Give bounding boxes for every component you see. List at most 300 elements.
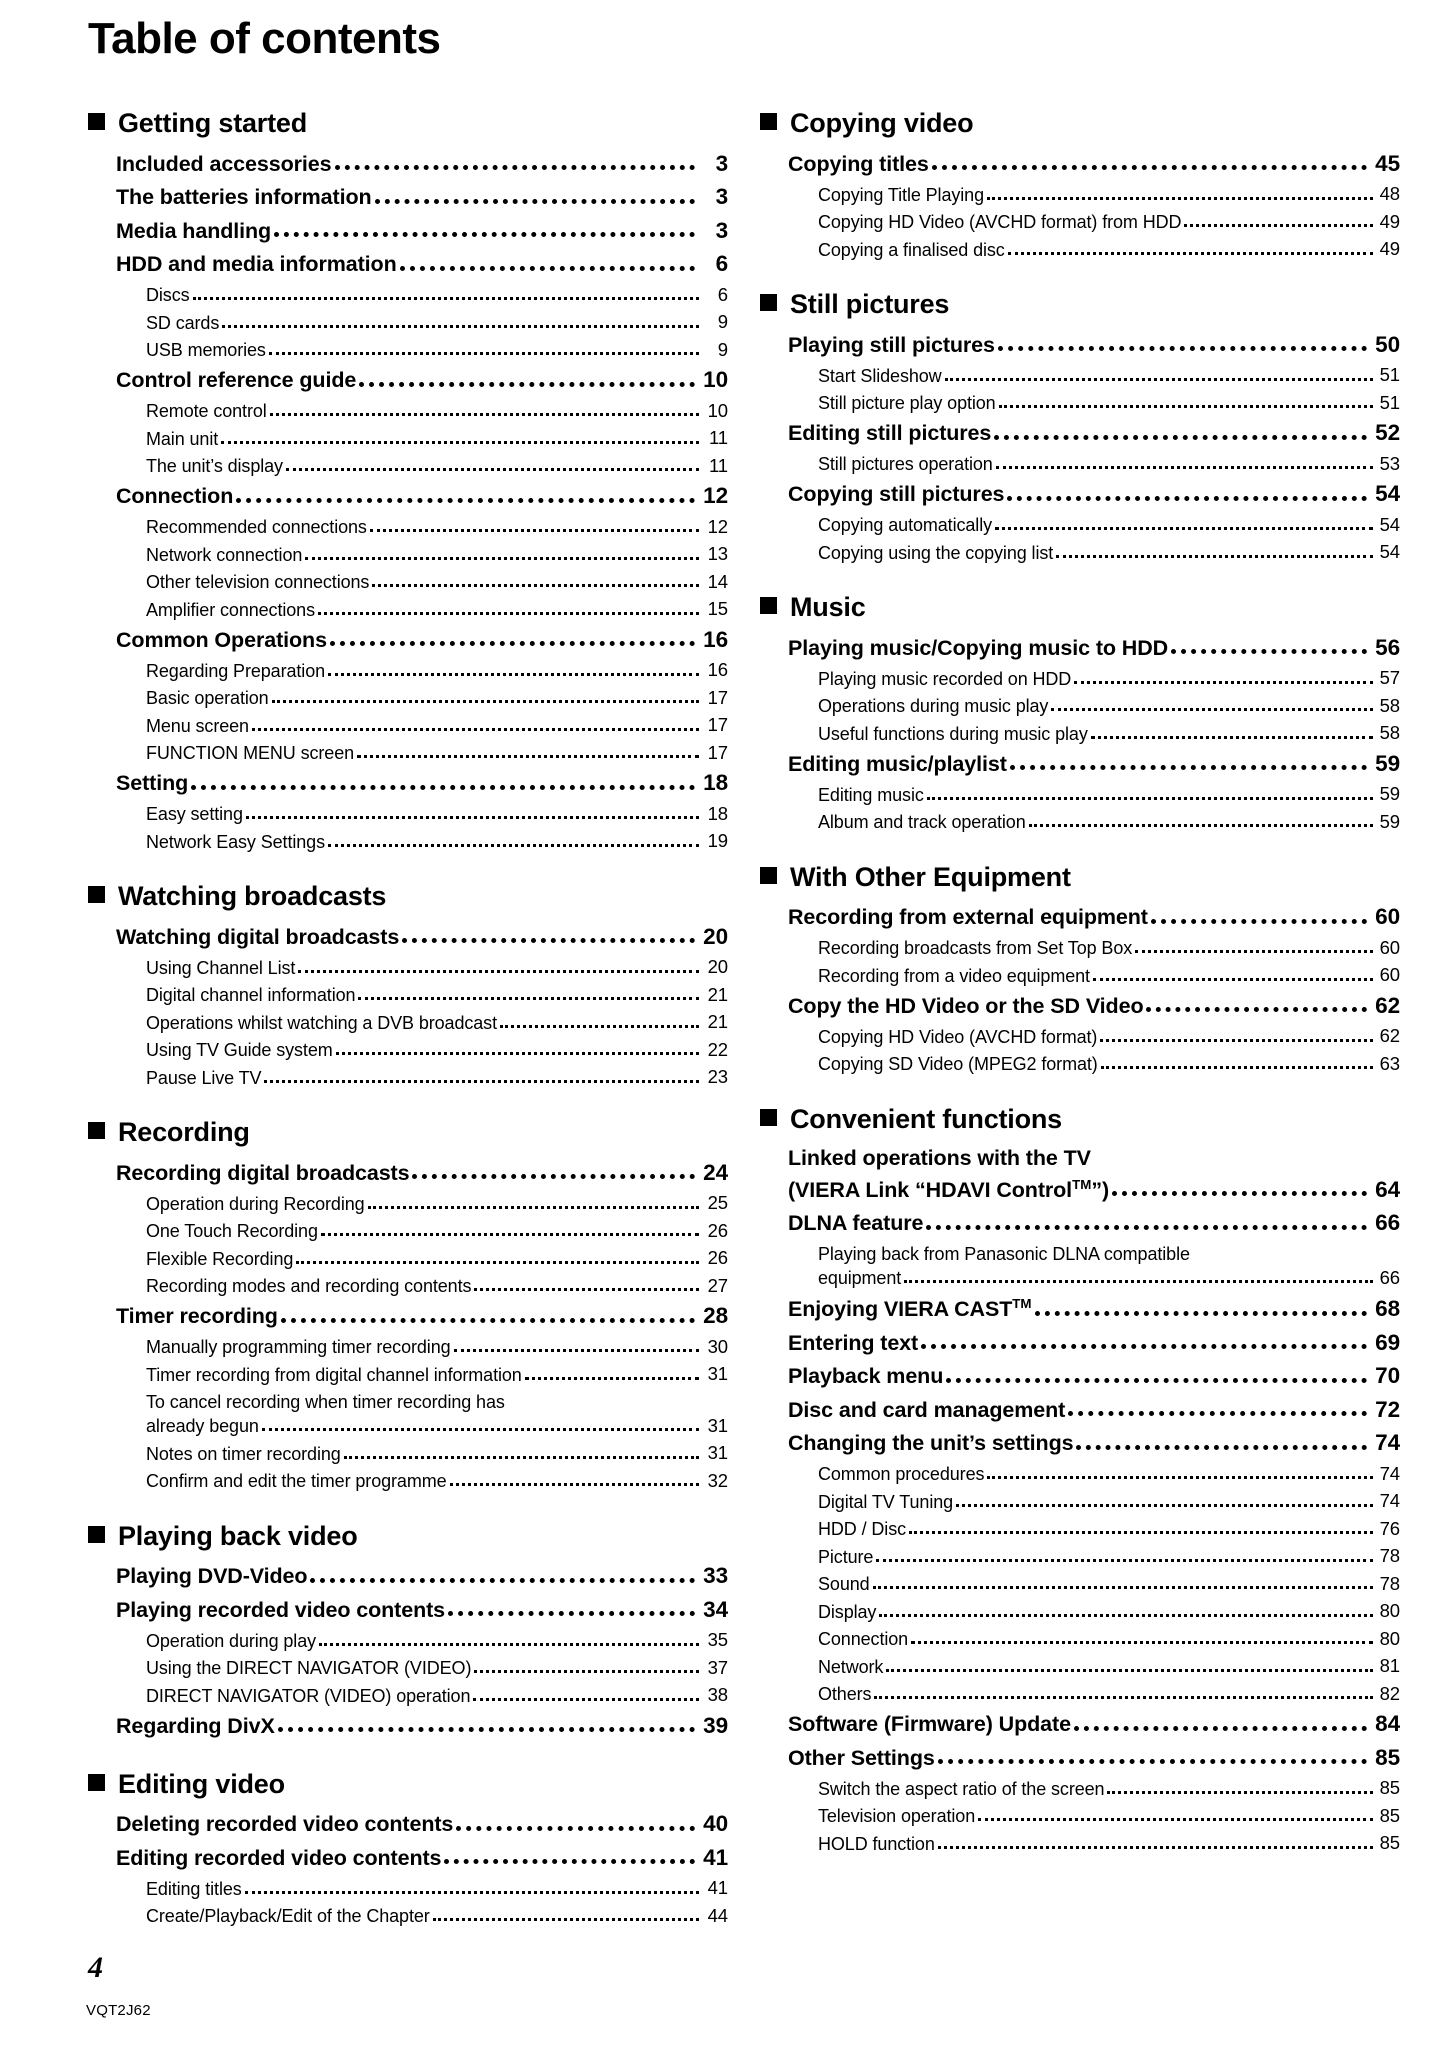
toc-entry-label: Main unit [146,428,219,449]
toc-entry-level2[interactable] [818,692,1400,720]
toc-entry-level1[interactable] [788,1360,1400,1394]
toc-entry-page-number: 20 [707,956,728,977]
toc-entry-level1[interactable] [788,147,1400,181]
toc-entry-level2[interactable] [146,1217,728,1245]
toc-entry-page-number: 3 [715,217,728,243]
toc-entry-level2[interactable] [818,1830,1400,1858]
toc-entry-page-number: 3 [715,184,728,209]
toc-entry-level1[interactable] [116,1156,728,1190]
toc-entry-level2[interactable] [146,1361,728,1389]
toc-entry-level1[interactable] [116,623,728,657]
toc-entry-page-number: 52 [1375,420,1400,445]
toc-entry-level2[interactable] [146,281,728,309]
dot-leader [359,377,695,387]
toc-entry-label: Common procedures [818,1464,985,1485]
toc-entry-page-number: 85 [1379,1804,1400,1826]
toc-entry-label: Copying titles [788,151,929,176]
dot-leader [310,1573,695,1583]
dot-leader [433,1915,699,1921]
toc-entry-page-number: 15 [707,598,728,619]
toc-entry-level2[interactable] [818,720,1400,748]
dot-leader [956,1501,1373,1507]
toc-entry-label: Notes on timer recording [146,1443,341,1464]
toc-entry-label: Operation during play [146,1630,317,1651]
toc-entry-level2[interactable] [146,1875,728,1903]
toc-entry-label: Control reference guide [116,368,357,392]
dot-leader [270,410,699,416]
toc-entry-label: Media handling [116,218,272,243]
toc-entry-label: Easy setting [146,804,243,824]
toc-entry-level2[interactable] [146,1627,728,1655]
toc-entry-page-number: 54 [1379,541,1400,562]
toc-entry-level2[interactable] [146,568,728,596]
toc-entry-page-number: 14 [707,570,728,592]
toc-entry-label: HDD / Disc [818,1519,906,1540]
dot-leader [305,554,699,560]
dot-leader [1076,1440,1367,1450]
dot-leader [269,349,699,355]
toc-entry-page-number: 32 [707,1469,728,1491]
toc-entry-level2[interactable] [818,1598,1400,1626]
toc-entry-level2[interactable] [146,954,728,982]
toc-entry-label: Regarding DivX [116,1713,275,1738]
dot-leader [1074,678,1373,684]
dot-leader [335,160,696,170]
dot-leader [454,1346,699,1352]
toc-entry-level1[interactable] [116,1593,728,1627]
toc-entry-page-number: 39 [703,1712,728,1738]
dot-leader [328,841,699,847]
toc-entry-label: Copying HD Video (AVCHD format) [818,1026,1098,1047]
toc-entry-page-number: 76 [1379,1517,1400,1539]
toc-entry-level1[interactable] [788,1143,1400,1207]
toc-entry-level2[interactable] [146,657,728,685]
toc-entry-level2[interactable] [146,1902,728,1930]
toc-entry-page-number: 59 [1375,750,1400,776]
toc-entry-level1[interactable] [788,1708,1400,1742]
dot-leader [375,194,695,204]
toc-entry-level2[interactable] [818,236,1400,264]
toc-entry-label: The batteries information [116,185,372,209]
dot-leader [1112,1186,1367,1196]
toc-entry-level2[interactable] [818,511,1400,539]
toc-entry-level2[interactable] [146,397,728,425]
toc-entry-page-number: 60 [1379,964,1400,985]
toc-entry-level1[interactable] [788,1207,1400,1241]
toc-entry-level2[interactable] [146,712,728,740]
toc-entry-page-number: 84 [1375,1711,1400,1737]
dot-leader [281,1313,695,1323]
toc-entry-label: Playing still pictures [788,332,995,357]
toc-entry-level2[interactable] [818,1570,1400,1598]
toc-entry-page-number: 37 [707,1656,728,1678]
toc-entry-level2[interactable] [146,1682,728,1710]
toc-section-heading[interactable] [88,108,728,139]
toc-entry-page-number: 62 [1375,992,1400,1018]
toc-entry-level2[interactable] [146,1467,728,1495]
dot-leader [879,1611,1373,1617]
toc-entry-level1[interactable] [788,901,1400,935]
toc-entry-label: Operations whilst watching a DVB broadcast [146,1012,497,1033]
toc-entry-level1[interactable] [116,1300,728,1334]
filled-square-bullet-icon [88,1526,105,1543]
dot-leader [296,1258,699,1264]
toc-entry-label: Still picture play option [818,393,996,413]
toc-entry-level2[interactable] [818,808,1400,836]
toc-entry-level2[interactable] [818,1023,1400,1051]
toc-entry-label: Basic operation [146,688,269,708]
toc-section-heading[interactable] [760,1104,1400,1135]
toc-entry-level2[interactable] [818,1680,1400,1708]
toc-entry-level1[interactable] [788,989,1400,1023]
toc-entry-level2[interactable] [818,1050,1400,1078]
toc-entry-level2[interactable] [818,1488,1400,1516]
toc-entry-level2[interactable] [146,1654,728,1682]
toc-entry-level2[interactable] [146,309,728,337]
toc-entry-page-number: 31 [707,1442,728,1463]
toc-entry-page-number: 38 [707,1684,728,1705]
toc-entry-page-number: 45 [1375,150,1400,176]
toc-section-heading[interactable] [88,881,728,912]
toc-entry-page-number: 33 [703,1563,728,1588]
dot-leader [358,994,699,1000]
toc-entry-page-number: 40 [703,1811,728,1836]
toc-entry-page-number: 82 [1379,1682,1400,1704]
toc-entry-page-number: 9 [717,338,728,360]
filled-square-bullet-icon [760,597,777,614]
toc-entry-label: Pause Live TV [146,1067,262,1088]
toc-entry-label: Digital channel information [146,985,356,1005]
toc-entry-level1[interactable] [116,248,728,282]
toc-entry-page-number: 44 [707,1904,728,1926]
toc-entry-page-number: 85 [1379,1777,1400,1799]
dot-leader [1146,1002,1367,1012]
toc-entry-level2[interactable] [146,513,728,541]
filled-square-bullet-icon [88,1122,105,1139]
toc-entry-level1[interactable] [116,181,728,215]
dot-leader [1056,552,1373,558]
toc-entry-level1[interactable] [116,147,728,181]
toc-entry-level2[interactable] [146,1009,728,1037]
dot-leader [272,697,699,703]
dot-leader [1007,491,1367,501]
toc-entry-page-number: 54 [1375,481,1400,506]
toc-entry-label: HDD and media information [116,252,397,276]
toc-entry-level2[interactable] [146,684,728,712]
dot-leader [191,780,695,790]
toc-entry-page-number: 34 [703,1596,728,1622]
toc-entry-level1[interactable] [788,417,1400,451]
toc-entry-page-number: 66 [1375,1210,1400,1236]
toc-entry-page-number: 68 [1375,1296,1400,1322]
toc-entry-label: Recording from a video equipment [818,965,1090,986]
toc-entry-level1[interactable] [116,1560,728,1594]
toc-entry-label: Playing music recorded on HDD [818,668,1072,689]
toc-entry-level2[interactable] [146,425,728,453]
dot-leader [412,1169,695,1179]
toc-entry-page-number: 11 [708,454,728,476]
toc-entry-label: Copying automatically [818,515,992,535]
toc-entry-level2[interactable] [146,1333,728,1361]
toc-entry-page-number: 35 [707,1629,728,1650]
toc-entry-level1[interactable] [116,480,728,514]
toc-entry-label: Playing DVD-Video [116,1564,308,1588]
dot-leader [298,967,699,973]
toc-entry-label: Sound [818,1574,870,1595]
filled-square-bullet-icon [760,294,777,311]
toc-entry-level2[interactable] [818,1625,1400,1653]
dot-leader [999,402,1373,408]
toc-entry-page-number: 56 [1375,634,1400,660]
dot-leader [473,1695,699,1701]
toc-entry-label: FUNCTION MENU screen [146,743,355,763]
toc-entry-page-number: 80 [1379,1627,1400,1649]
toc-entry-label: Enjoying VIERA CAST™ [788,1296,1032,1322]
dot-leader [1135,947,1373,953]
dot-leader [995,524,1373,530]
toc-entry-label: already begun [146,1416,259,1436]
toc-entry-label: Editing music/playlist [788,751,1007,776]
toc-entry-label: Watching digital broadcasts [116,924,400,949]
toc-entry-page-number: 53 [1379,452,1400,474]
dot-leader [876,1556,1373,1562]
dot-leader [1029,821,1373,827]
toc-section-heading[interactable] [88,1521,728,1552]
toc-entry-page-number: 41 [707,1877,728,1898]
dot-leader [252,725,699,731]
toc-entry-page-number: 51 [1379,364,1400,385]
toc-entry-level2[interactable] [146,1388,728,1440]
dot-leader [1008,249,1373,255]
toc-entry-level2[interactable] [146,981,728,1009]
toc-entry-level2[interactable] [818,962,1400,990]
dot-leader [1093,975,1373,981]
toc-entry-level2[interactable] [818,181,1400,209]
toc-section-heading-label: Watching broadcasts [118,881,387,911]
toc-section-heading-label: Getting started [118,108,308,138]
toc-columns [0,108,1445,1930]
toc-entry-level2[interactable] [818,934,1400,962]
toc-entry-level2[interactable] [146,1190,728,1218]
toc-entry-level1[interactable] [116,1808,728,1842]
dot-leader [1184,221,1373,227]
toc-entry-level2[interactable] [818,1240,1400,1292]
toc-entry-level1[interactable] [788,328,1400,362]
toc-section-heading-label: Music [790,592,866,622]
toc-entry-level1[interactable] [116,920,728,954]
toc-entry-label: Switch the aspect ratio of the screen [818,1778,1105,1799]
toc-entry-level1[interactable] [788,1741,1400,1775]
toc-entry-level2[interactable] [818,389,1400,417]
toc-entry-level2[interactable] [146,596,728,624]
toc-section-heading[interactable] [760,289,1400,320]
toc-entry-label: Copying using the copying list [818,542,1054,563]
toc-entry-level2[interactable] [818,362,1400,390]
toc-entry-line2 [146,1414,728,1436]
toc-section-heading[interactable] [88,1769,728,1800]
dot-leader [444,1854,695,1864]
toc-entry-label: Create/Playback/Edit of the Chapter [146,1906,430,1926]
toc-entry-level2[interactable] [818,450,1400,478]
toc-entry-page-number: 19 [707,830,728,851]
toc-entry-level2[interactable] [818,1460,1400,1488]
toc-entry-page-number: 24 [703,1159,728,1185]
dot-leader [274,227,695,237]
toc-entry-level1[interactable] [788,631,1400,665]
toc-entry-label: DIRECT NAVIGATOR (VIDEO) operation [146,1685,471,1706]
toc-left-column [88,108,728,1930]
toc-entry-page-number: 49 [1379,210,1400,232]
toc-entry-page-number: 30 [707,1335,728,1357]
toc-entry-level2[interactable] [146,1036,728,1064]
toc-entry-level2[interactable] [146,1064,728,1092]
dot-leader [998,341,1367,351]
toc-entry-level2[interactable] [146,1272,728,1300]
toc-entry-label: Editing still pictures [788,421,992,445]
toc-entry-level2[interactable] [818,208,1400,236]
toc-entry-level1[interactable] [116,1841,728,1875]
dot-leader [264,1077,699,1083]
toc-entry-label: Recording from external equipment [788,905,1148,929]
dot-leader [932,160,1367,170]
toc-section-heading-label: With Other Equipment [790,861,1071,892]
toc-entry-level1[interactable] [788,478,1400,512]
dot-leader [400,261,695,271]
toc-entry-level2[interactable] [818,1802,1400,1830]
toc-entry-level1[interactable] [788,1292,1400,1327]
toc-entry-label: Timer recording [116,1304,278,1328]
toc-entry-label: (VIERA Link “HDAVI Control™”) [788,1176,1110,1202]
toc-entry-page-number: 6 [717,283,728,305]
toc-entry-level2[interactable] [818,1515,1400,1543]
toc-entry-label: Disc and card management [788,1397,1066,1422]
toc-entry-level2[interactable] [146,1245,728,1273]
toc-entry-page-number: 81 [1379,1655,1400,1677]
dot-leader [921,1339,1367,1349]
toc-entry-label-line1: Linked operations with the TV [788,1146,1091,1170]
toc-entry-label: Common Operations [116,627,327,652]
toc-entry-label: Copying a finalised disc [818,239,1005,260]
toc-entry-label: USB memories [146,340,266,360]
toc-entry-level2[interactable] [818,665,1400,693]
toc-entry-label-tail: ”) [1091,1177,1110,1202]
toc-entry-label: Copying Title Playing [818,184,984,205]
dot-leader [318,609,699,615]
toc-entry-page-number: 48 [1379,183,1400,204]
toc-entry-label: Using TV Guide system [146,1040,333,1060]
toc-entry-label: Album and track operation [818,812,1026,832]
toc-entry-page-number: 58 [1379,694,1400,716]
dot-leader [262,1425,699,1431]
dot-leader [221,438,699,444]
dot-leader [874,1693,1373,1699]
toc-entry-level2[interactable] [818,1775,1400,1803]
footer-page-number: 4 [88,1951,103,1984]
toc-entry-label: Software (Firmware) Update [788,1712,1071,1737]
dot-leader [525,1374,699,1380]
filled-square-bullet-icon [88,113,105,130]
dot-leader [1074,1721,1367,1731]
dot-leader [370,526,699,532]
toc-entry-level2[interactable] [818,539,1400,567]
toc-entry-level2[interactable] [146,541,728,569]
toc-entry-level2[interactable] [818,781,1400,809]
toc-entry-label: Menu screen [146,715,249,736]
toc-entry-level1[interactable] [788,1326,1400,1360]
toc-entry-page-number: 6 [715,251,728,276]
toc-entry-level1[interactable] [788,747,1400,781]
dot-leader [500,1022,699,1028]
dot-leader [474,1285,699,1291]
dot-leader [278,1722,695,1732]
toc-entry-label: Using the DIRECT NAVIGATOR (VIDEO) [146,1658,472,1678]
toc-entry-label: Other Settings [788,1745,935,1770]
toc-entry-label: Discs [146,285,190,305]
toc-entry-page-number: 74 [1379,1462,1400,1484]
toc-entry-label: Playing recorded video contents [116,1597,446,1622]
toc-entry-level2[interactable] [146,828,728,856]
toc-entry-level2[interactable] [146,452,728,480]
dot-leader [328,670,699,676]
toc-entry-label: Entering text [788,1330,919,1355]
toc-entry-page-number: 25 [707,1192,728,1213]
toc-entry-level2[interactable] [818,1543,1400,1571]
dot-leader [456,1821,695,1831]
toc-entry-label: SD cards [146,312,220,333]
toc-entry-level2[interactable] [146,1440,728,1468]
dot-leader [938,1843,1373,1849]
toc-entry-page-number: 20 [703,923,728,949]
toc-entry-level2[interactable] [146,739,728,767]
toc-entry-label: Playing music/Copying music to HDD [788,635,1169,660]
toc-entry-page-number: 74 [1379,1490,1400,1512]
filled-square-bullet-icon [760,867,777,884]
toc-entry-label: Start Slideshow [818,365,942,386]
toc-section-heading[interactable] [88,1117,728,1148]
dot-leader [1068,1406,1367,1416]
toc-entry-level1[interactable] [116,767,728,801]
toc-entry-level2[interactable] [146,800,728,828]
toc-entry-label: Copying still pictures [788,482,1005,506]
toc-entry-level2[interactable] [818,1653,1400,1681]
dot-leader [330,636,695,646]
toc-section-heading-label: Editing video [118,1768,285,1799]
toc-section-heading[interactable] [760,108,1400,139]
toc-entry-label: One Touch Recording [146,1221,318,1241]
filled-square-bullet-icon [760,1109,777,1126]
toc-entry-level1[interactable] [116,214,728,248]
toc-entry-level1[interactable] [116,1709,728,1743]
toc-entry-page-number: 78 [1379,1545,1400,1567]
toc-entry-level1[interactable] [788,1393,1400,1427]
toc-entry-label: Others [818,1684,872,1705]
toc-entry-page-number: 41 [703,1844,728,1870]
toc-section-heading-label: Copying video [790,108,974,138]
toc-entry-page-number: 51 [1379,391,1400,413]
toc-entry-level1[interactable] [116,364,728,398]
toc-entry-page-number: 17 [707,686,728,708]
toc-section-heading[interactable] [760,592,1400,623]
dot-leader [1010,760,1367,770]
toc-entry-level2[interactable] [146,336,728,364]
toc-section-heading[interactable] [760,862,1400,893]
toc-entry-level1[interactable] [788,1427,1400,1461]
footer-document-code: VQT2J62 [86,2002,151,2019]
dot-leader [1151,914,1367,924]
dot-leader [450,1480,699,1486]
toc-entry-line2 [818,1266,1400,1289]
dot-leader [193,294,700,300]
